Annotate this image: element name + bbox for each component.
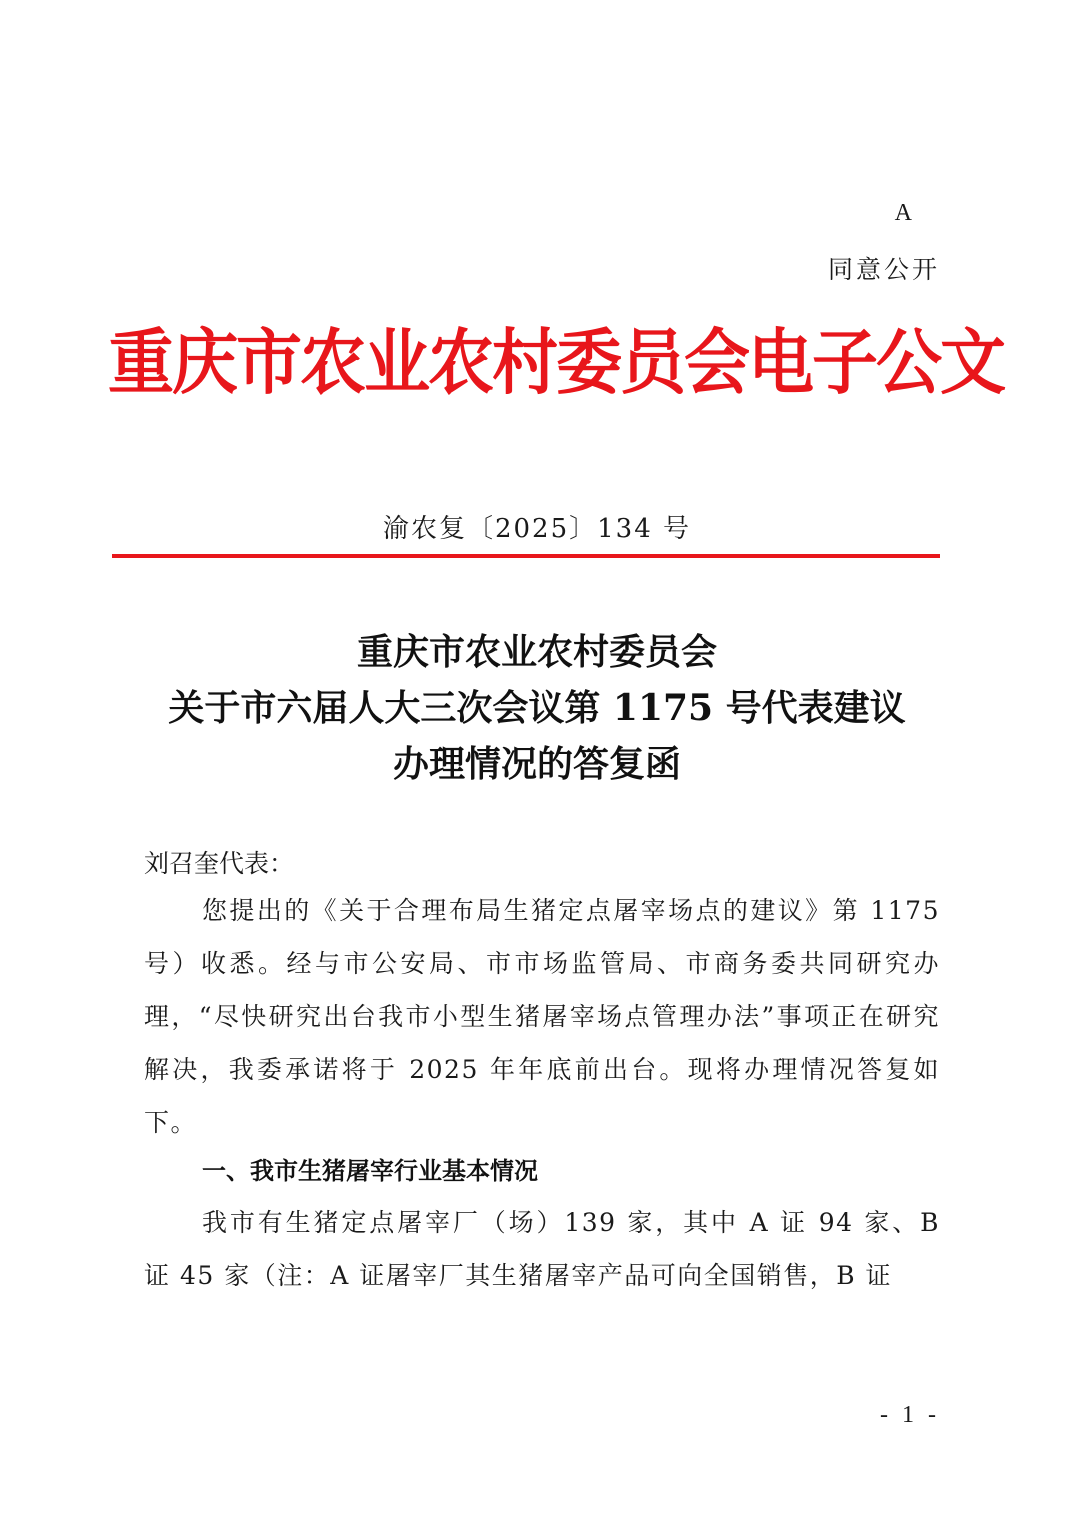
body-paragraph-2: 我市有生猪定点屠宰厂（场）139 家，其中 A 证 94 家、B 证 45 家（注：A 证屠宰厂其生猪屠宰产品可向全国销售，B 证 — [144, 1208, 940, 1290]
document-title — [100, 624, 974, 792]
salutation: 刘召奎代表： — [144, 849, 295, 878]
body-paragraph-1: 您提出的《关于合理布局生猪定点屠宰场点的建议》第 1175 号）收悉。经与市公安局、市市场监管局、市商务委共同研究办理，“尽快研究出台我市小型生猪屠宰场点管理办法”事项正在研究解决，我委承诺将于 2025 年年底前出台。现将办理情况答复如下。 — [144, 896, 940, 1137]
section-heading-1: 一、我市生猪屠宰行业基本情况 — [202, 1157, 538, 1185]
page-number: - 1 - — [880, 1402, 940, 1428]
title-line-2: 关于市六届人大三次会议第 1175 号代表建议 — [168, 687, 906, 729]
document-number: 渝农复〔2025〕134 号 — [382, 514, 692, 544]
red-separator-line — [112, 554, 940, 558]
disclosure-status: 同意公开 — [827, 255, 940, 284]
red-masthead: 重庆市农业农村委员会电子公文 — [108, 320, 1004, 405]
title-line-1: 重庆市农业农村委员会 — [356, 631, 717, 673]
title-line-3: 办理情况的答复函 — [392, 743, 681, 785]
classification-grade: A — [894, 200, 912, 226]
